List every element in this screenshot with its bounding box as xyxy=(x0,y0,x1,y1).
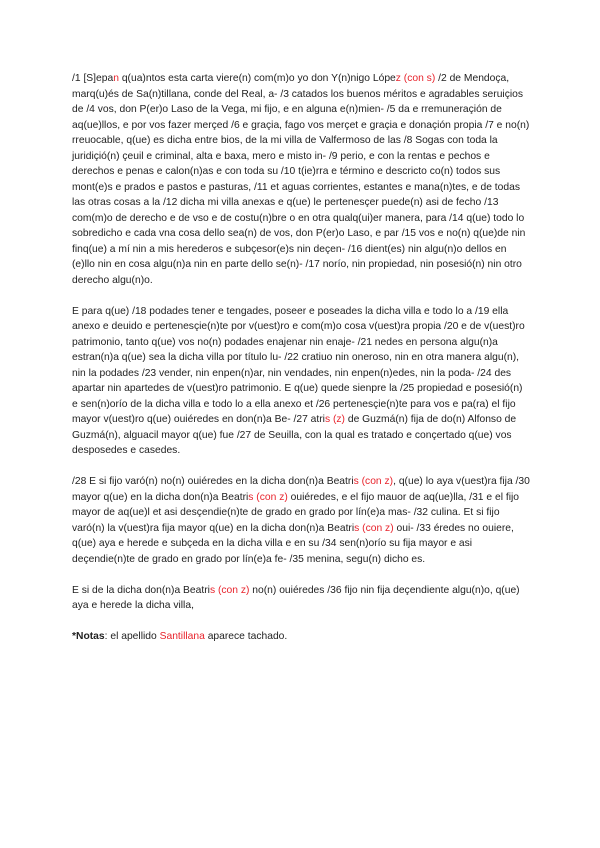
text-segment: q(ua)ntos esta carta viere(n) com(m)o yo don Y(n)nigo Lópe xyxy=(118,73,396,84)
red-annotation: s (con z) xyxy=(248,491,288,503)
paragraph-2 xyxy=(72,304,530,459)
red-annotation: s (con z) xyxy=(209,584,250,596)
note-text-after: aparece tachado. xyxy=(204,631,288,642)
text-segment: /1 [S]epa xyxy=(72,73,114,84)
text-segment: no(n) ouiéredes /36 fijo nin fija deçendiente algu(n)o, q(ue) aya e herede la dicha villa, xyxy=(72,584,520,611)
red-annotation: s (con z) xyxy=(353,476,394,487)
red-annotation: s (con z) xyxy=(354,522,394,534)
text-segment: E si de la dicha don(n)a Beatri xyxy=(72,584,210,596)
red-annotation: n xyxy=(113,73,119,84)
text-segment: E para q(ue) /18 podades tener e tengades, poseer e poseades la dicha villa e todo lo a /19 ella anexo e deuido e pertenesçie(n)te por v(uest)ro e com(m)o cosa v(uest)ra propia /20 e de v(uest)ro patrimonio, tanto q(ue) vos no(n) podades enajenar nin enaje- /21 nedes en persona algu(n)a estran(n)a q(ue) sea la dicha villa por título lu- /22 cratiuo nin oneroso, nin en otra manera algu(n), nin la podades /23 vender, nin enpen(n)ar, nin vendades, nin enpen(n)edes, nin la poda- /24 des apartar nin apartedes de v(uest)ro patrimonio. E q(ue) quede sienpre la /25 propiedad e posesió(n) e sen(n)orío de la dicha villa e todo lo a ella anexo et /26 pertenesçie(n)te para vos e pa(ra) el fijo mayor v(uest)ro q(ue) ouiéredes en don(n)a Be- /27 atri xyxy=(72,305,525,425)
note-label: *Notas xyxy=(72,631,105,642)
text-segment: de Guzmá(n) fija de do(n) Alfonso de Guzmá(n), alguacil mayor q(ue) fue /27 de Seuilla, con la qual es tratado e conçertado q(ue) vos desposedes e casedes. xyxy=(72,414,517,456)
paragraph-3 xyxy=(72,474,530,567)
note-highlight: Santillana xyxy=(159,631,205,642)
text-segment: /2 de Mendoça, marq(u)és de Sa(n)tillana, conde del Real, a- /3 catados los buenos méritos e agradables seruiçios de /4 vos, don P(er)o Laso de la Vega, mi fijo, e en alguna e(n)mien- /5 da e rremuneraçión de aq(ue)llos, e por vos fazer merçed /6 e graçia, fago vos merçet e graçia e donaçión propia /7 e no(n) rreuocable, q(ue) es dicha entre bios, de la mi villa de Valfermoso de las /8 Sogas con toda la juridiçió(n) çeuil e criminal, alta e baxa, mero e misto in- /9 perio, e con la rentas e pechos e derechos e penas e calon(n)as e con toda su /10 t(ie)rra e término e descricto co(n) todos sus mont(e)s e prados e pastos e pasturas, /11 et aguas corrientes, estantes e mana(n)tes, e de todas las otras cosas a la /12 dicha mi villa anexas e q(ue) le pertenesçer puede(n) asi de fecho /13 com(m)o de derecho e de vso e de costu(n)bre o en otra qualq(ui)er manera, para /14 q(ue) todo lo sobredicho e cada vna cosa dello sea(n) de vos, don P(er)o Laso, e par /15 vos e no(n) q(ue)de nin finq(ue) a mí nin a mis herederos e subçesor(e)s nin deçen- /16 dient(es) nin algu(n)o dellos en (e)llo nin en cosa algu(n)a nin en parte dello se(n)- /17 norío, nin propiedad, nin posesió(n) nin otro derecho algu(n)o. xyxy=(72,73,530,286)
red-annotation: z (con s) xyxy=(395,73,436,84)
document-page xyxy=(72,71,530,660)
paragraph-4 xyxy=(72,583,530,614)
text-segment: /28 E si fijo varó(n) no(n) ouiéredes en la dicha don(n)a Beatri xyxy=(72,476,354,487)
text-segment: , q(ue) lo aya v(uest)ra fija /30 mayor q(ue) en la dicha don(n)a Beatri xyxy=(72,476,530,503)
red-annotation: s (z) xyxy=(324,414,345,425)
paragraph-1 xyxy=(72,71,530,288)
note-text-before: : el apellido xyxy=(104,631,160,642)
note-paragraph xyxy=(72,629,530,645)
text-segment: oui- /33 éredes no ouiere, q(ue) aya e herede e subçeda en la dicha villa e en su /34 sen(n)orío su fija mayor e asi deçendie(n)te de grado en grado por lín(e)a fe- /35 menina, segu(n) dicho es. xyxy=(72,522,514,565)
text-segment: ouiéredes, e el fijo mauor de aq(ue)lla, /31 e el fijo mayor de aq(ue)l et asi desçendie(n)te de grado en grado por lín(e)a mas- /32 culina. Et si fijo varó(n) la v(uest)ra fija mayor q(ue) en la dicha don(n)a Beatri xyxy=(72,491,520,534)
